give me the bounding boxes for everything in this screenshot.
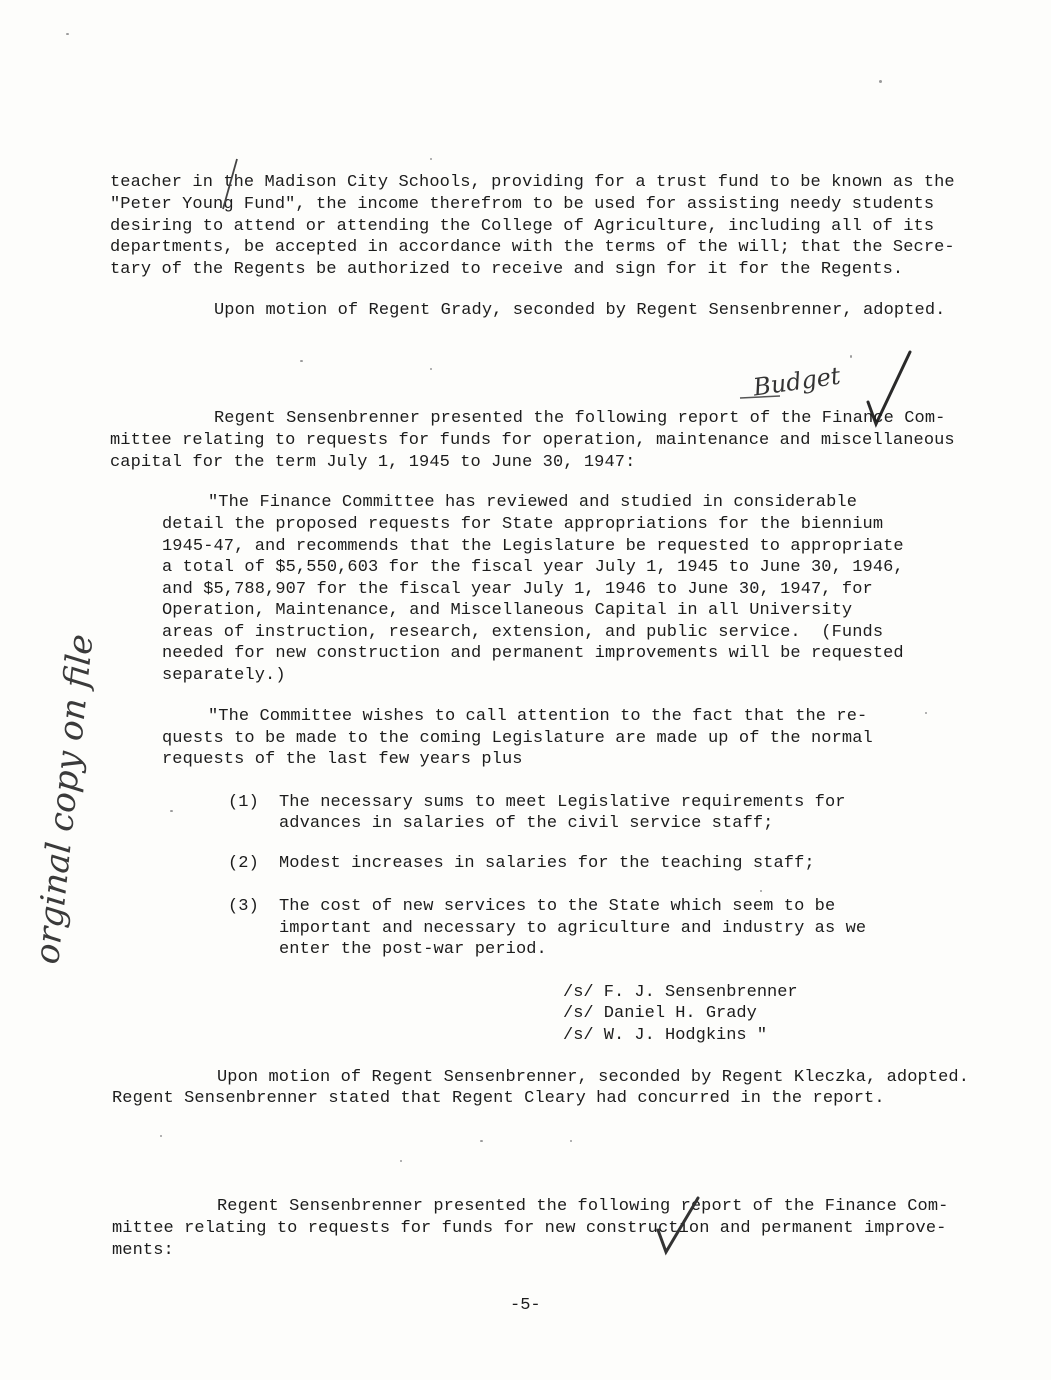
scan-speck bbox=[400, 1160, 402, 1162]
page-number: -5- bbox=[510, 1296, 541, 1315]
text-line: Operation, Maintenance, and Miscellaneous Capital in all University bbox=[162, 601, 853, 620]
text-line: advances in salaries of the civil service staff; bbox=[279, 814, 774, 833]
motion-grady: Upon motion of Regent Grady, seconded by Regent Sensenbrenner, adopted. bbox=[214, 301, 946, 320]
text-line: a total of $5,550,603 for the fiscal year July 1, 1945 to June 30, 1946, bbox=[162, 558, 904, 577]
text-line: mittee relating to requests for funds for new construction and permanent improve- bbox=[112, 1219, 947, 1238]
scan-speck bbox=[170, 810, 173, 812]
text-line: quests to be made to the coming Legislature are made up of the normal bbox=[162, 729, 873, 748]
text-line: detail the proposed requests for State appropriations for the biennium bbox=[162, 515, 884, 534]
text-line: capital for the term July 1, 1945 to June 30, 1947: bbox=[110, 453, 636, 472]
text-line: Modest increases in salaries for the teaching staff; bbox=[279, 854, 815, 873]
scan-speck bbox=[925, 712, 927, 714]
text-line: needed for new construction and permanent improvements will be requested bbox=[162, 644, 904, 663]
text-line: desiring to attend or attending the College of Agriculture, including all of its bbox=[110, 217, 935, 236]
svg-text:orginal copy on file: orginal copy on file bbox=[27, 632, 102, 966]
list-number: (1) bbox=[228, 793, 259, 812]
signature-hodgkins: /s/ W. J. Hodgkins " bbox=[563, 1026, 768, 1045]
text-line: teacher in the Madison City Schools, providing for a trust fund to be known as the bbox=[110, 173, 955, 192]
scan-speck bbox=[300, 360, 303, 362]
scan-speck bbox=[66, 33, 69, 35]
text-line: Upon motion of Regent Sensenbrenner, seconded by Regent Kleczka, adopted. bbox=[217, 1068, 970, 1087]
scan-speck bbox=[430, 368, 432, 370]
margin-handwritten-note bbox=[10, 560, 102, 980]
text-line: areas of instruction, research, extension, and public service. (Funds bbox=[162, 623, 884, 642]
scan-speck bbox=[760, 890, 762, 892]
signature-grady: /s/ Daniel H. Grady bbox=[563, 1004, 757, 1023]
scan-speck bbox=[480, 1140, 483, 1142]
text-line: Regent Sensenbrenner stated that Regent Cleary had concurred in the report. bbox=[112, 1089, 885, 1108]
text-line: "The Committee wishes to call attention to the fact that the re- bbox=[208, 707, 868, 726]
signature-sensenbrenner: /s/ F. J. Sensenbrenner bbox=[563, 983, 798, 1002]
scan-speck bbox=[160, 1135, 162, 1137]
text-line: requests of the last few years plus bbox=[162, 750, 523, 769]
text-line: tary of the Regents be authorized to receive and sign for it for the Regents. bbox=[110, 260, 904, 279]
scan-speck bbox=[570, 1140, 572, 1142]
text-line: and $5,788,907 for the fiscal year July 1, 1946 to June 30, 1947, for bbox=[162, 580, 873, 599]
text-line: separately.) bbox=[162, 666, 286, 685]
text-line: enter the post-war period. bbox=[279, 940, 547, 959]
list-number: (3) bbox=[228, 897, 259, 916]
text-line: important and necessary to agriculture and industry as we bbox=[279, 919, 867, 938]
text-line: Regent Sensenbrenner presented the following report of the Finance Com- bbox=[217, 1197, 949, 1216]
text-line: The cost of new services to the State which seem to be bbox=[279, 897, 836, 916]
scan-speck bbox=[879, 80, 882, 83]
text-line: "Peter Young Fund", the income therefrom to be used for assisting needy students bbox=[110, 195, 935, 214]
text-line: The necessary sums to meet Legislative requirements for bbox=[279, 793, 846, 812]
text-line: 1945-47, and recommends that the Legislature be requested to appropriate bbox=[162, 537, 904, 556]
list-number: (2) bbox=[228, 854, 259, 873]
text-line: Regent Sensenbrenner presented the following report of the Finance Com- bbox=[214, 409, 946, 428]
scan-speck bbox=[430, 158, 432, 160]
text-line: "The Finance Committee has reviewed and studied in considerable bbox=[208, 493, 858, 512]
text-line: mittee relating to requests for funds for operation, maintenance and miscellaneous bbox=[110, 431, 955, 450]
svg-text:Budget: Budget bbox=[751, 361, 843, 402]
scan-speck bbox=[850, 355, 852, 358]
text-line: ments: bbox=[112, 1241, 174, 1260]
text-line: departments, be accepted in accordance with the terms of the will; that the Secre- bbox=[110, 238, 955, 257]
